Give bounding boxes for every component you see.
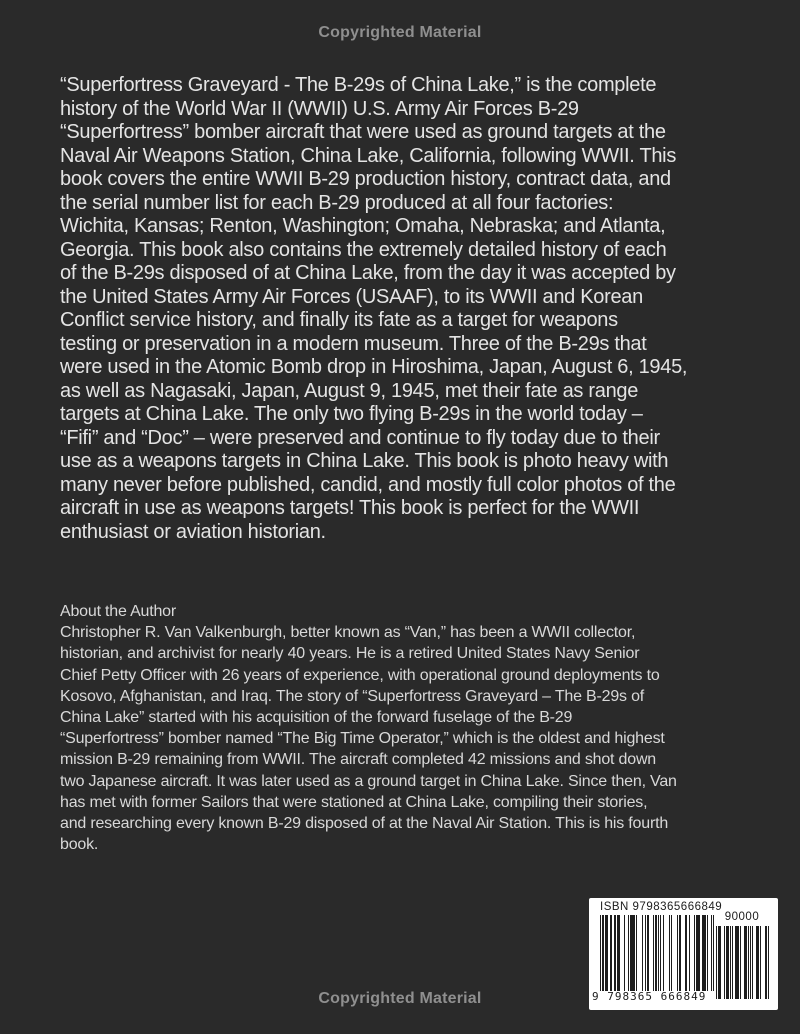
text-line: “Superfortress Graveyard - The B-29s of China Lake,” is the complete [60, 74, 657, 96]
text-line: enthusiast or aviation historian. [60, 520, 326, 543]
synopsis-text [60, 74, 770, 544]
ean5-addon-barcode [715, 926, 769, 999]
text-line: Wichita, Kansas; Renton, Washington; Omaha, Nebraska; and Atlanta, [60, 215, 666, 237]
text-line: Georgia. This book also contains the extremely detailed history of each [60, 238, 667, 261]
ean13-digits: 9 798365 666849 [592, 990, 707, 1003]
text-line: Conflict service history, and finally its fate as a target for weapons [60, 309, 618, 331]
copyrighted-material-bottom: Copyrighted Material [318, 990, 482, 1007]
text-line: book. [60, 836, 99, 854]
text-line: the serial number list for each B-29 produced at all four factories: [60, 191, 614, 214]
text-line: history of the World War II (WWII) U.S. Army Air Forces B-29 [60, 97, 579, 120]
text-line: of the B-29s disposed of at China Lake, from the day it was accepted by [60, 262, 676, 284]
text-line: Chief Petty Officer with 26 years of experience, with operational ground deployments to [60, 666, 660, 684]
isbn-label: ISBN 9798365666849 [600, 901, 723, 913]
text-line: the United States Army Air Forces (USAAF), to its WWII and Korean [60, 285, 643, 308]
text-line: two Japanese aircraft. It was later used as a ground target in China Lake. Since then, Van [60, 772, 677, 790]
text-line: China Lake” started with his acquisition of the forward fuselage of the B-29 [60, 709, 573, 727]
text-line: use as a weapons targets in China Lake. This book is photo heavy with [60, 450, 669, 472]
text-line: historian, and archivist for nearly 40 years. He is a retired United States Navy Senior [60, 645, 640, 663]
copyrighted-material-top: Copyrighted Material [318, 24, 482, 41]
text-line: were used in the Atomic Bomb drop in Hiroshima, Japan, August 6, 1945, [60, 356, 688, 378]
text-line: many never before published, candid, and mostly full color photos of the [60, 473, 676, 496]
about-author-heading: About the Author [60, 603, 177, 620]
text-line: as well as Nagasaki, Japan, August 9, 1945, met their fate as range [60, 379, 639, 402]
text-line: “Fifi” and “Doc” – were preserved and continue to fly today due to their [60, 426, 660, 449]
ean13-barcode [600, 915, 715, 991]
addon-price-code: 90000 [724, 911, 760, 923]
text-line: mission B-29 remaining from WWII. The aircraft completed 42 missions and shot down [60, 751, 656, 769]
text-line: “Superfortress” bomber aircraft that were used as ground targets at the [60, 121, 666, 143]
about-author-section [60, 601, 772, 855]
text-line: “Superfortress” bomber named “The Big Time Operator,” which is the oldest and highest [60, 730, 665, 748]
about-author-text [60, 622, 772, 855]
text-line: Kosovo, Afghanistan, and Iraq. The story of “Superfortress Graveyard – The B-29s of [60, 687, 645, 705]
text-line: Naval Air Weapons Station, China Lake, California, following WWII. This [60, 144, 677, 167]
text-line: has met with former Sailors that were stationed at China Lake, compiling their stories, [60, 793, 648, 811]
text-line: targets at China Lake. The only two flying B-29s in the world today – [60, 403, 643, 425]
text-line: and researching every known B-29 disposed of at the Naval Air Station. This is his fourth [60, 815, 669, 833]
text-line: testing or preservation in a modern museum. Three of the B-29s that [60, 332, 647, 355]
text-line: Christopher R. Van Valkenburgh, better known as “Van,” has been a WWII collector, [60, 624, 636, 642]
text-line: aircraft in use as weapons targets! This book is perfect for the WWII [60, 497, 640, 519]
text-line: book covers the entire WWII B-29 production history, contract data, and [60, 168, 671, 190]
